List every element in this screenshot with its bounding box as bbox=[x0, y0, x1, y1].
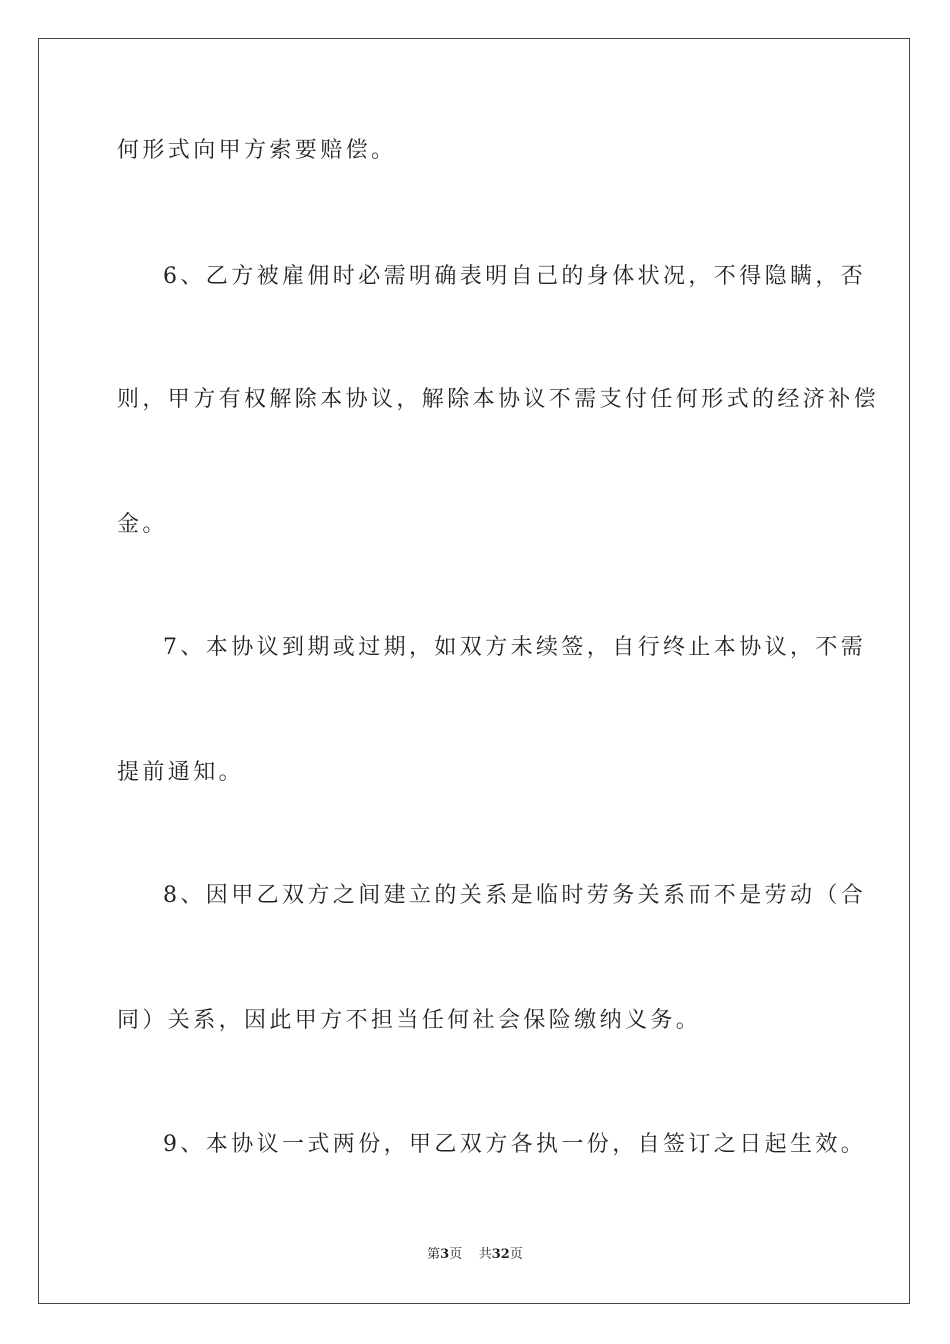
text-line-1: 何形式向甲方索要赔偿。 bbox=[117, 138, 397, 163]
footer-page-prefix: 第 bbox=[427, 1247, 441, 1262]
footer-total-suffix: 页 bbox=[509, 1247, 523, 1262]
text-line-5: 7、本协议到期或过期，如双方未续签，自行终止本协议，不需 bbox=[163, 635, 867, 660]
text-line-9: 9、本协议一式两份，甲乙双方各执一份，自签订之日起生效。 bbox=[163, 1132, 867, 1157]
text-line-8: 同）关系，因此甲方不担当任何社会保险缴纳义务。 bbox=[117, 1008, 702, 1033]
text-line-3: 则，甲方有权解除本协议，解除本协议不需支付任何形式的经济补偿 bbox=[117, 387, 880, 412]
text-line-6: 提前通知。 bbox=[117, 760, 245, 785]
text-line-7: 8、因甲乙双方之间建立的关系是临时劳务关系而不是劳动（合 bbox=[163, 883, 867, 908]
page-border bbox=[38, 38, 910, 1304]
page-footer bbox=[0, 1246, 950, 1264]
footer-total-pages: 32 bbox=[491, 1247, 510, 1262]
text-line-2: 6、乙方被雇佣时必需明确表明自己的身体状况，不得隐瞒，否 bbox=[163, 264, 867, 289]
footer-total-prefix: 共 bbox=[478, 1247, 492, 1262]
text-line-4: 金。 bbox=[117, 512, 168, 537]
footer-page-number: 3 bbox=[440, 1247, 450, 1262]
footer-page-suffix: 页 bbox=[449, 1247, 463, 1262]
